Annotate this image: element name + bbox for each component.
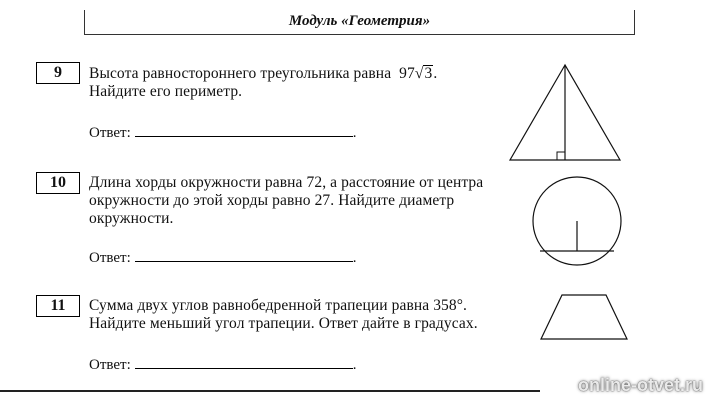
task-9-text	[89, 65, 437, 101]
task-11-answer-field[interactable]	[135, 356, 353, 369]
task-9-number: 9	[36, 62, 80, 84]
task-9-answer: Ответ: .	[89, 125, 357, 141]
module-title: Модуль «Геометрия»	[288, 13, 431, 29]
task-10-answer-field[interactable]	[135, 249, 353, 262]
task-11-answer: Ответ: .	[89, 357, 357, 373]
task-11-number: 11	[36, 295, 80, 317]
task-10-line-1: Длина хорды окружности равна 72, а расстояние от центра	[89, 174, 484, 191]
task-9-line-1: Высота равностороннего треугольника равна 97√3.	[89, 65, 438, 82]
task-9-answer-field[interactable]	[135, 124, 353, 137]
module-header	[84, 10, 635, 35]
task-10-line-3: окружности.	[89, 210, 174, 227]
equilateral-triangle-with-height-icon	[505, 62, 625, 164]
task-9-value: 97	[399, 65, 415, 82]
task-10-text	[89, 174, 483, 228]
task-9-line-2: Найдите его периметр.	[89, 83, 243, 100]
task-10-line-2: окружности до этой хорды равно 27. Найдите диаметр	[89, 192, 455, 209]
task-11-line-2: Найдите меньший угол трапеции. Ответ дайте в градусах.	[89, 315, 478, 332]
task-9-radicand: 3	[424, 65, 433, 82]
task-11-line-1: Сумма двух углов равнобедренной трапеции равна 358°.	[89, 297, 468, 314]
isosceles-trapezoid-icon	[538, 292, 630, 342]
task-11-text	[89, 297, 478, 333]
watermark: online-otvet.ru	[578, 375, 703, 395]
task-10-answer: Ответ: .	[89, 250, 357, 266]
task-10-number: 10	[36, 172, 80, 194]
page-divider	[0, 390, 540, 392]
circle-with-chord-icon	[530, 174, 624, 268]
